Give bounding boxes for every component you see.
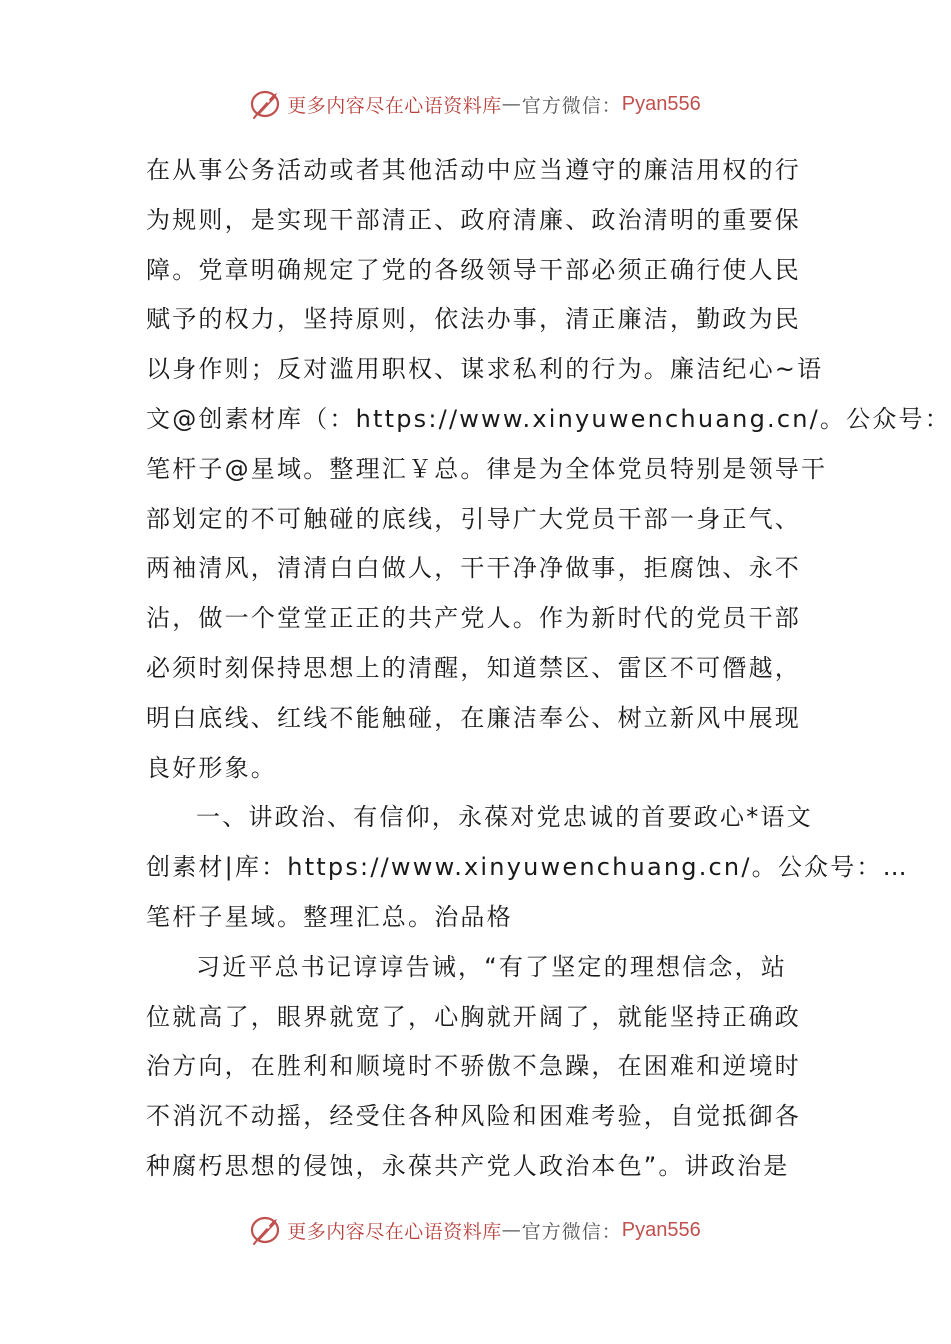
text-line: 笔杆子@星域。整理汇￥总。律是为全体党员特别是领导干: [146, 454, 828, 483]
text-line: 创素材|库：https://www.xinyuwenchuang.cn/。公众号：…: [146, 853, 909, 882]
text-line: 种腐朽思想的侵蚀，永葆共产党人政治本色”。讲政治是: [146, 1151, 790, 1180]
banner-wechat-id: Pyan556: [621, 92, 701, 115]
text-line: 良好形象。: [146, 753, 277, 782]
banner-contact-label: 官方微信：: [521, 94, 622, 117]
banner-tagline: 更多内容尽在心语资料库: [287, 94, 502, 117]
quill-pen-logo-icon: [249, 87, 283, 121]
text-line: 部划定的不可触碰的底线，引导广大党员干部一身正气、: [146, 504, 801, 533]
banner-separator: —: [501, 1219, 522, 1241]
text-line: 文@创素材库（：https://www.xinyuwenchuang.cn/。公众号：: [146, 404, 951, 433]
text-line: 障。党章明确规定了党的各级领导干部必须正确行使人民: [146, 255, 801, 284]
paragraph-start: 习近平总书记谆谆告诫，“有了坚定的理想信念，站: [196, 952, 788, 981]
text-line: 赋予的权力，坚持原则，依法办事，清正廉洁，勤政为民: [146, 305, 801, 334]
text-line: 不消沉不动摇，经受住各种风险和困难考验，自觉抵御各: [146, 1102, 801, 1131]
text-line: 沾，做一个堂堂正正的共产党人。作为新时代的党员干部: [146, 604, 801, 633]
banner-contact-label: 官方微信：: [521, 1220, 622, 1243]
text-line: 为规则，是实现干部清正、政府清廉、政治清明的重要保: [146, 205, 801, 234]
text-line: 以身作则；反对滥用职权、谋求私利的行为。廉洁纪心~语: [146, 355, 824, 384]
banner-wechat-id: Pyan556: [621, 1218, 701, 1241]
quill-pen-logo-icon: [249, 1213, 283, 1247]
text-line: 位就高了，眼界就宽了，心胸就开阔了，就能坚持正确政: [146, 1002, 801, 1031]
text-line: 笔杆子星域。整理汇总。治品格: [146, 902, 513, 931]
text-line: 必须时刻保持思想上的清醒，知道禁区、雷区不可僭越，: [146, 653, 801, 682]
text-line: 在从事公务活动或者其他活动中应当遵守的廉洁用权的行: [146, 156, 801, 184]
banner-separator: —: [501, 93, 522, 115]
text-line: 两袖清风，清清白白做人，干干净净做事，拒腐蚀、永不: [146, 554, 801, 583]
section-heading: 一、讲政治、有信仰，永葆对党忠诚的首要政心*语文: [196, 803, 813, 832]
header-banner: [0, 84, 950, 124]
document-body: [146, 146, 951, 1192]
banner-tagline: 更多内容尽在心语资料库: [287, 1220, 502, 1243]
footer-banner: [0, 1210, 950, 1250]
text-line: 明白底线、红线不能触碰，在廉洁奉公、树立新风中展现: [146, 703, 801, 732]
text-line: 治方向，在胜利和顺境时不骄傲不急躁，在困难和逆境时: [146, 1052, 801, 1081]
